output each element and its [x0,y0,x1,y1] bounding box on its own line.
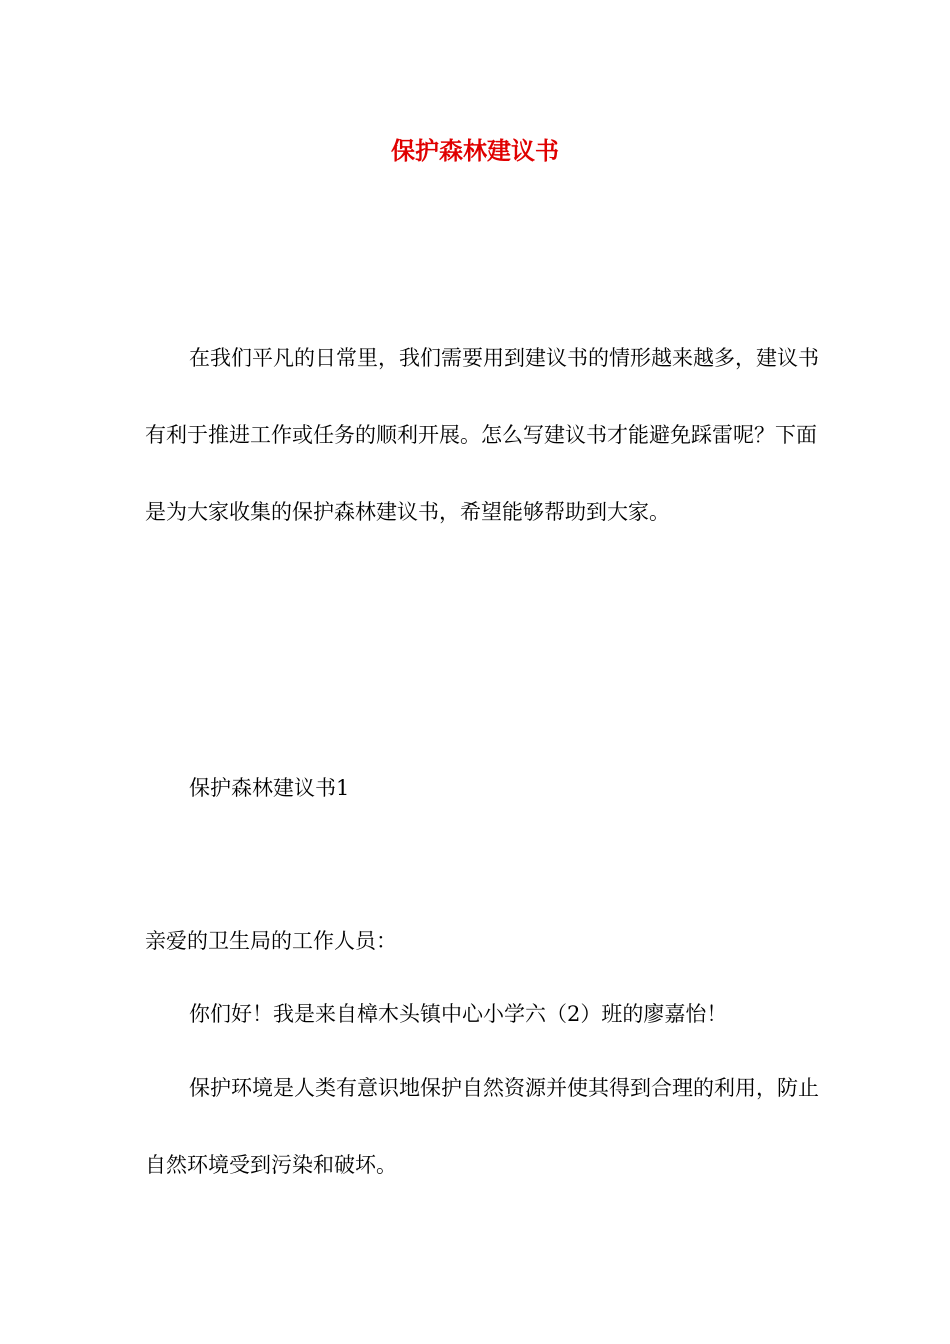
body-paragraph: 保护环境是人类有意识地保护自然资源并使其得到合理的利用，防止自然环境受到污染和破坏。 [145,1076,819,1177]
intro-paragraph: 在我们平凡的日常里，我们需要用到建议书的情形越来越多，建议书有利于推进工作或任务的顺利开展。怎么写建议书才能避免踩雷呢？下面是为大家收集的保护森林建议书，希望能够帮助到大家。 [145,346,819,524]
document-title: 保护森林建议书 [391,136,559,165]
salutation: 亲爱的卫生局的工作人员： [145,929,397,953]
section-heading: 保护森林建议书1 [189,776,350,800]
greeting-paragraph: 你们好！我是来自樟木头镇中心小学六（2）班的廖嘉怡！ [189,1002,728,1026]
